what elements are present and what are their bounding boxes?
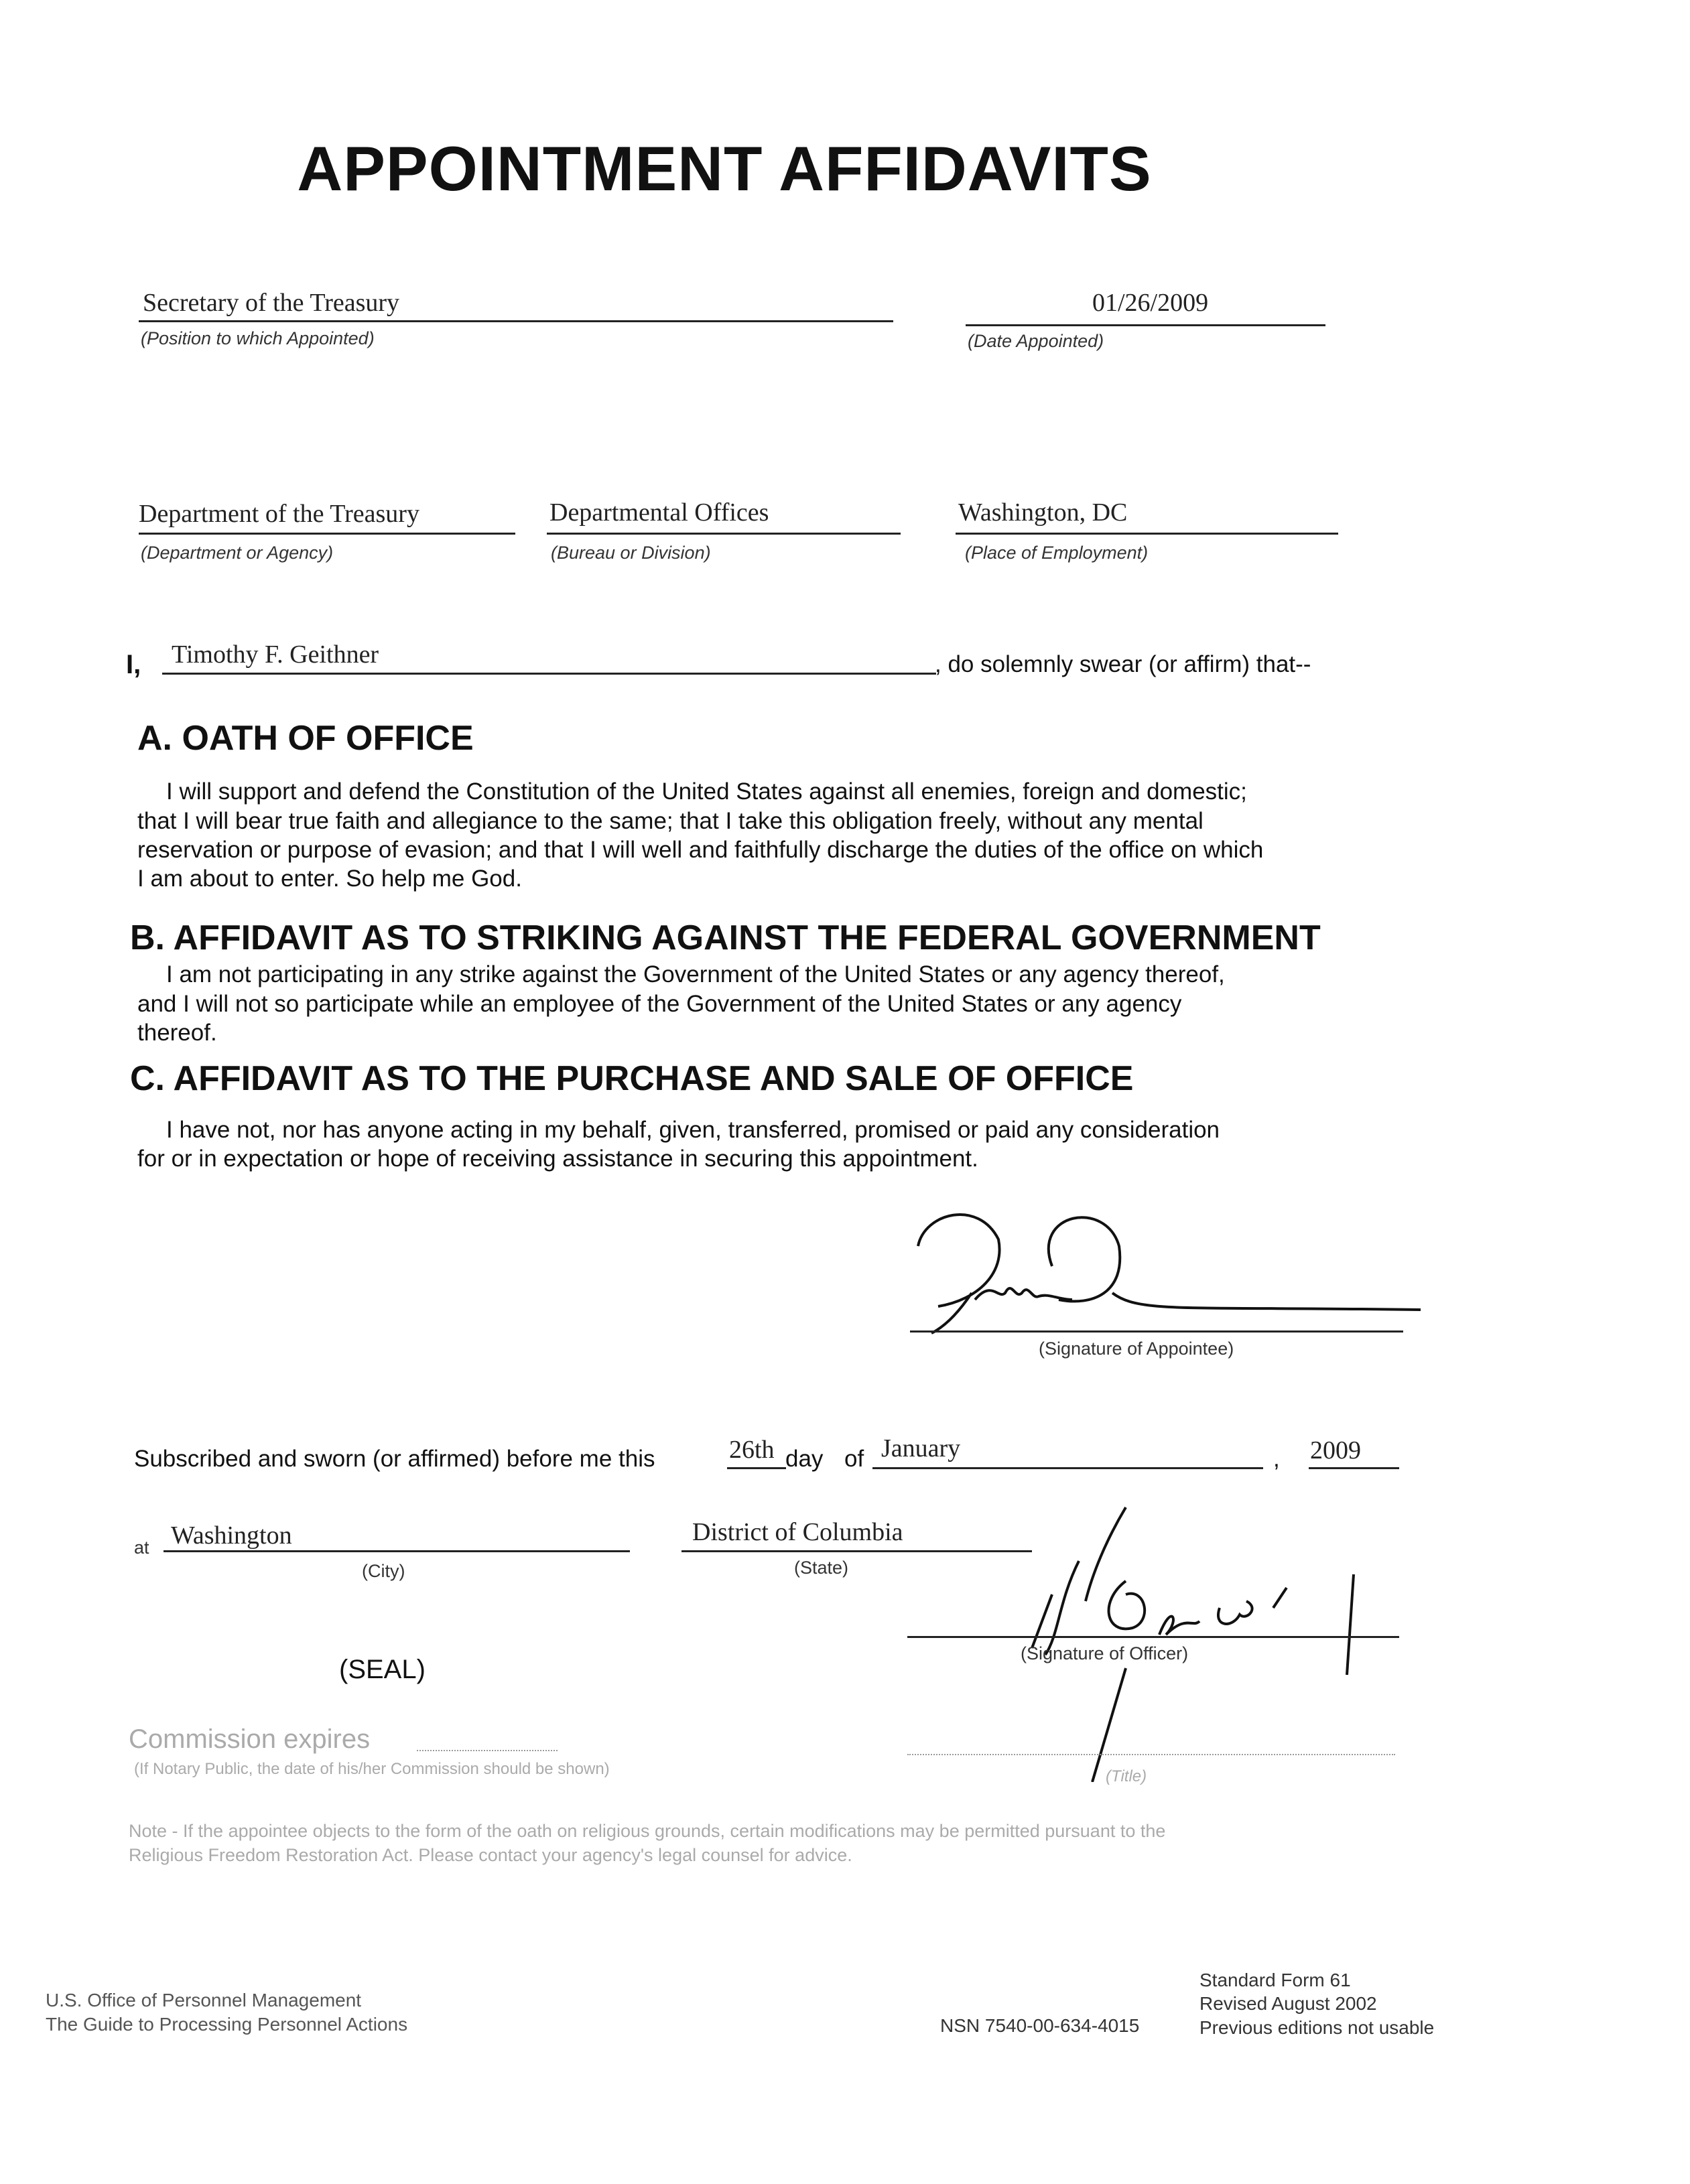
commission-sublabel: (If Notary Public, the date of his/her Commission should be shown) bbox=[134, 1760, 610, 1778]
state-line bbox=[681, 1550, 1032, 1552]
note-line: Note - If the appointee objects to the form of the oath on religious grounds, certain modifications may be permitted pursuant to the bbox=[129, 1821, 1166, 1841]
city-value: Washington bbox=[171, 1521, 292, 1550]
oath-suffix: , do solemnly swear (or affirm) that-- bbox=[935, 651, 1311, 677]
place-label: (Place of Employment) bbox=[965, 543, 1149, 563]
city-label: (City) bbox=[362, 1561, 405, 1581]
position-line bbox=[139, 320, 893, 322]
sworn-year: 2009 bbox=[1310, 1436, 1361, 1464]
section-a-line: reservation or purpose of evasion; and that I will well and faithfully discharge the duties of the office on which bbox=[137, 837, 1264, 863]
footer-form-number: Standard Form 61 bbox=[1199, 1970, 1351, 1990]
commission-label: Commission expires bbox=[129, 1724, 371, 1754]
bureau-value: Departmental Offices bbox=[549, 498, 769, 527]
section-b-line: and I will not so participate while an employee of the Government of the United States or any agency bbox=[137, 991, 1182, 1017]
year-line bbox=[1309, 1467, 1399, 1469]
officer-signature-label: (Signature of Officer) bbox=[1021, 1643, 1189, 1663]
footer-revised: Revised August 2002 bbox=[1199, 1993, 1377, 2014]
title-label: (Title) bbox=[1106, 1767, 1147, 1785]
date-appointed-label: (Date Appointed) bbox=[968, 331, 1104, 351]
section-b-line: I am not participating in any strike against the Government of the United States or any agency thereof, bbox=[166, 961, 1225, 987]
section-a-line: I am about to enter. So help me God. bbox=[137, 866, 522, 892]
sworn-prefix: Subscribed and sworn (or affirmed) before me this bbox=[134, 1446, 655, 1472]
section-c-heading: C. AFFIDAVIT AS TO THE PURCHASE AND SALE OF OFFICE bbox=[130, 1059, 1134, 1098]
month-line bbox=[872, 1467, 1263, 1469]
place-value: Washington, DC bbox=[958, 498, 1128, 527]
department-line bbox=[139, 533, 515, 535]
commission-line bbox=[417, 1750, 558, 1751]
sworn-day: 26th bbox=[729, 1436, 775, 1464]
seal-label: (SEAL) bbox=[339, 1655, 426, 1684]
section-a-line: that I will bear true faith and allegiance to the same; that I take this obligation freely, without any mental bbox=[137, 808, 1204, 834]
position-label: (Position to which Appointed) bbox=[141, 328, 375, 348]
section-b-line: thereof. bbox=[137, 1020, 217, 1046]
title-line bbox=[907, 1754, 1395, 1755]
section-c-line: for or in expectation or hope of receiving assistance in securing this appointment. bbox=[137, 1146, 978, 1172]
date-appointed-value: 01/26/2009 bbox=[1092, 289, 1209, 317]
at-label: at bbox=[134, 1538, 149, 1558]
footer-editions: Previous editions not usable bbox=[1199, 2017, 1435, 2038]
date-appointed-line bbox=[966, 324, 1325, 326]
officer-signature bbox=[992, 1501, 1421, 1782]
section-b-heading: B. AFFIDAVIT AS TO STRIKING AGAINST THE FEDERAL GOVERNMENT bbox=[130, 918, 1321, 957]
state-label: (State) bbox=[794, 1558, 849, 1578]
department-label: (Department or Agency) bbox=[141, 543, 334, 563]
city-line bbox=[164, 1550, 630, 1552]
note-line: Religious Freedom Restoration Act. Please contact your agency's legal counsel for advice. bbox=[129, 1845, 852, 1865]
comma: , bbox=[1273, 1446, 1280, 1472]
of-label: of bbox=[844, 1446, 864, 1472]
footer-agency: U.S. Office of Personnel Management bbox=[46, 1990, 362, 2010]
oath-prefix: I, bbox=[126, 650, 141, 679]
sworn-month: January bbox=[881, 1434, 961, 1462]
bureau-label: (Bureau or Division) bbox=[551, 543, 711, 563]
appointee-signature-line bbox=[910, 1330, 1403, 1333]
section-a-heading: A. OATH OF OFFICE bbox=[137, 719, 474, 758]
position-value: Secretary of the Treasury bbox=[143, 289, 400, 317]
section-a-line: I will support and defend the Constitution of the United States against all enemies, foreign and domestic; bbox=[166, 778, 1247, 805]
state-value: District of Columbia bbox=[692, 1518, 903, 1546]
appointee-name: Timothy F. Geithner bbox=[172, 640, 379, 669]
footer-guide: The Guide to Processing Personnel Actions bbox=[46, 2014, 408, 2035]
place-line bbox=[956, 533, 1338, 535]
day-line bbox=[727, 1467, 786, 1469]
name-line bbox=[162, 673, 936, 675]
section-c-line: I have not, nor has anyone acting in my behalf, given, transferred, promised or paid any consideration bbox=[166, 1117, 1220, 1143]
department-value: Department of the Treasury bbox=[139, 500, 419, 528]
footer-nsn: NSN 7540-00-634-4015 bbox=[940, 2015, 1140, 2036]
appointee-signature-label: (Signature of Appointee) bbox=[1039, 1339, 1234, 1359]
officer-signature-line bbox=[907, 1636, 1399, 1638]
bureau-line bbox=[547, 533, 901, 535]
day-label: day bbox=[785, 1446, 824, 1472]
page-title: APPOINTMENT AFFIDAVITS bbox=[297, 133, 1152, 204]
